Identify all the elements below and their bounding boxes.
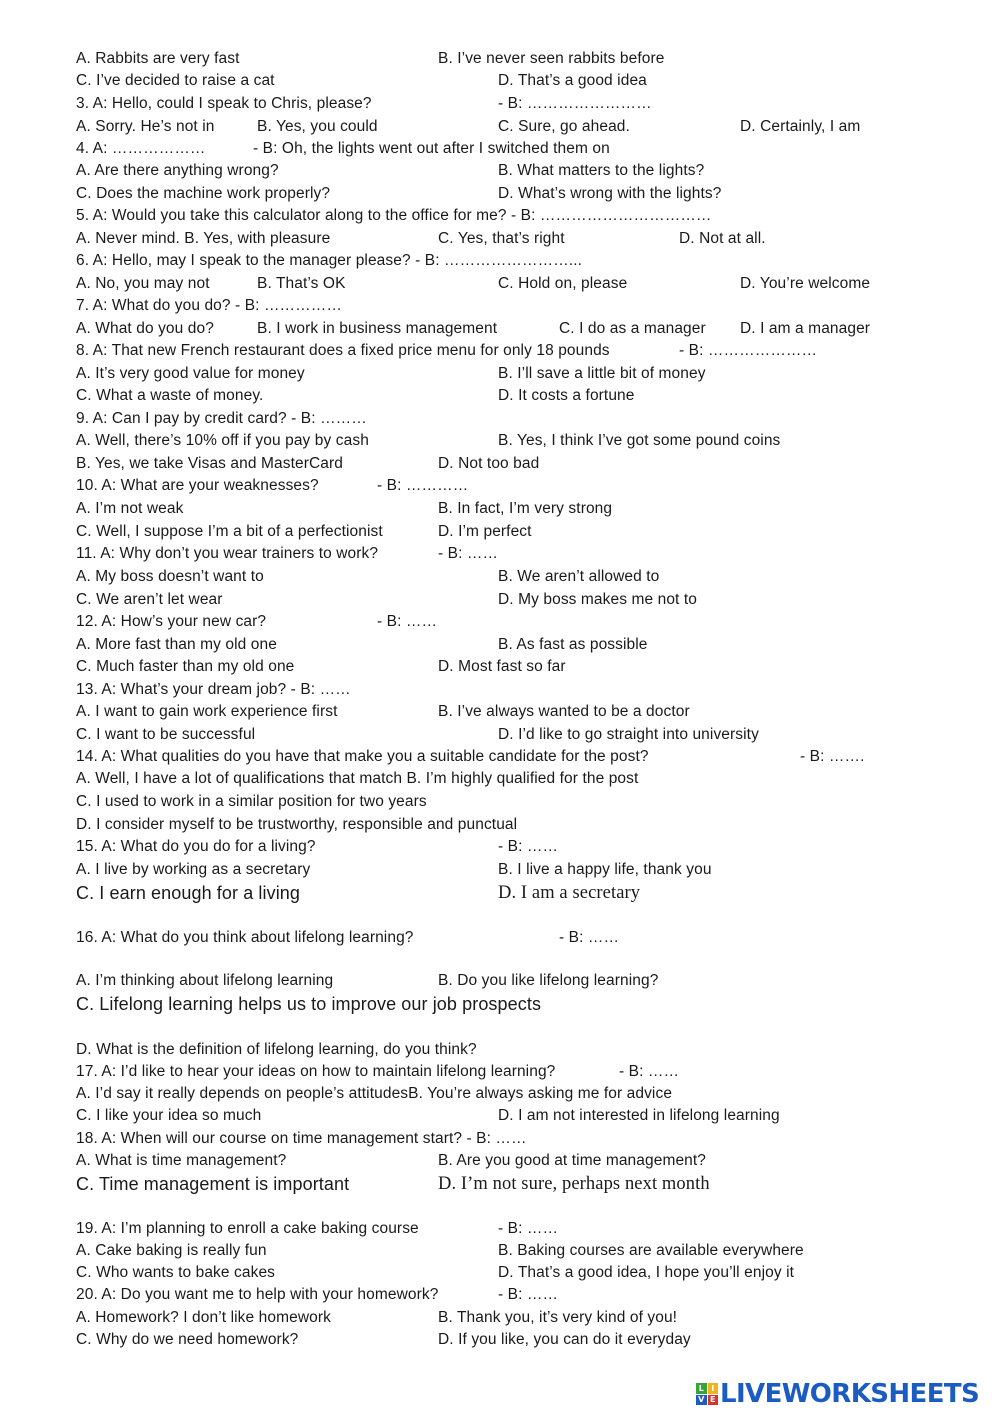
text-line-l54-part-1: C. Why do we need homework? [76,1331,299,1348]
text-line-l40-part-2: B. Do you like lifelong learning? [438,972,659,989]
text-line-l37-part-1: A. I live by working as a secretary [76,861,311,878]
text-line-l25-part-1: C. We aren’t let wear [76,591,223,608]
text-line-l16-part-1: C. What a waste of money. [76,387,264,404]
text-line-l47-part-1: A. What is time management? [76,1152,287,1169]
text-line-l13-part-3: C. I do as a manager [559,320,706,337]
text-line-l26-part-2: - B: …… [377,613,438,630]
text-line-l20-part-1: 10. A: What are your weaknesses? [76,477,319,494]
text-line-l04-part-4: D. Certainly, I am [740,118,861,135]
text-line-l05-part-1: 4. A: ……………… [76,140,206,157]
text-line-l25-part-2: D. My boss makes me not to [498,591,697,608]
text-line-l09-part-2: C. Yes, that’s right [438,230,565,247]
text-line-l10-part-1: 6. A: Hello, may I speak to the manager please? - B: ……………………... [76,252,583,269]
text-line-l13-part-1: A. What do you do? [76,320,214,337]
text-line-l09-part-1: A. Never mind. B. Yes, with pleasure [76,230,331,247]
text-line-l42-part-1: D. What is the definition of lifelong learning, do you think? [76,1041,477,1058]
text-line-l39-part-1: 16. A: What do you think about lifelong learning? [76,929,414,946]
text-line-l12-part-1: 7. A: What do you do? - B: …………… [76,297,342,314]
text-line-l54-part-2: D. If you like, you can do it everyday [438,1331,691,1348]
text-line-l28-part-2: D. Most fast so far [438,658,566,675]
text-line-l23-part-2: - B: …… [438,545,499,562]
text-line-l01-part-1: A. Rabbits are very fast [76,50,240,67]
text-line-l05-part-2: - B: Oh, the lights went out after I switched them on [253,140,610,157]
text-line-l21-part-1: A. I’m not weak [76,500,184,517]
text-line-l14-part-2: - B: ………………… [679,342,818,359]
text-line-l32-part-2: - B: ……. [800,748,865,765]
liveworksheets-logo-text: LIVEWORKSHEETS [720,1379,980,1409]
text-line-l52-part-2: - B: …… [498,1286,559,1303]
text-line-l14-part-1: 8. A: That new French restaurant does a fixed price menu for only 18 pounds [76,342,610,359]
text-line-l38-part-2: D. I am a secretary [498,883,641,903]
text-line-l26-part-1: 12. A: How’s your new car? [76,613,267,630]
liveworksheets-logo [696,1380,979,1408]
text-line-l18-part-2: B. Yes, I think I’ve got some pound coins [498,432,781,449]
text-line-l17-part-1: 9. A: Can I pay by credit card? - B: ……… [76,410,367,427]
text-line-l07-part-2: D. What’s wrong with the lights? [498,185,722,202]
text-line-l04-part-1: A. Sorry. He’s not in [76,118,215,135]
text-line-l09-part-3: D. Not at all. [679,230,766,247]
text-line-l16-part-2: D. It costs a fortune [498,387,635,404]
text-line-l22-part-1: C. Well, I suppose I’m a bit of a perfectionist [76,523,383,540]
text-line-l18-part-1: A. Well, there’s 10% off if you pay by cash [76,432,369,449]
text-line-l21-part-2: B. In fact, I’m very strong [438,500,613,517]
text-line-l01-part-2: B. I’ve never seen rabbits before [438,50,665,67]
text-line-l39-part-2: - B: …… [559,929,620,946]
text-line-l35-part-1: D. I consider myself to be trustworthy, responsible and punctual [76,816,518,833]
text-line-l11-part-1: A. No, you may not [76,275,210,292]
text-line-l46-part-1: 18. A: When will our course on time management start? - B: …… [76,1130,527,1147]
text-line-l51-part-1: C. Who wants to bake cakes [76,1264,276,1281]
text-line-l07-part-1: C. Does the machine work properly? [76,185,331,202]
text-line-l08-part-1: 5. A: Would you take this calculator along to the office for me? - B: …………………………… [76,207,712,224]
text-line-l30-part-1: A. I want to gain work experience first [76,703,338,720]
text-line-l24-part-2: B. We aren’t allowed to [498,568,660,585]
text-line-l24-part-1: A. My boss doesn’t want to [76,568,264,585]
text-line-l27-part-1: A. More fast than my old one [76,636,277,653]
text-line-l13-part-2: B. I work in business management [257,320,498,337]
text-line-l11-part-2: B. That’s OK [257,275,346,292]
text-line-l19-part-1: B. Yes, we take Visas and MasterCard [76,455,343,472]
text-line-l52-part-1: 20. A: Do you want me to help with your homework? [76,1286,439,1303]
text-line-l19-part-2: D. Not too bad [438,455,540,472]
text-line-l31-part-2: D. I’d like to go straight into university [498,726,759,743]
text-line-l11-part-3: C. Hold on, please [498,275,628,292]
text-line-l48-part-2: D. I’m not sure, perhaps next month [438,1174,710,1194]
text-line-l49-part-2: - B: …… [498,1220,559,1237]
text-line-l50-part-1: A. Cake baking is really fun [76,1242,267,1259]
text-line-l44-part-1: A. I’d say it really depends on people’s attitudesB. You’re always asking me for advice [76,1085,673,1102]
text-line-l40-part-1: A. I’m thinking about lifelong learning [76,972,334,989]
text-line-l22-part-2: D. I’m perfect [438,523,532,540]
text-line-l49-part-1: 19. A: I’m planning to enroll a cake baking course [76,1220,419,1237]
text-line-l23-part-1: 11. A: Why don’t you wear trainers to work? [76,545,379,562]
text-line-l15-part-1: A. It’s very good value for money [76,365,305,382]
text-line-l50-part-2: B. Baking courses are available everywhere [498,1242,804,1259]
text-line-l02-part-1: C. I’ve decided to raise a cat [76,72,275,89]
text-line-l20-part-2: - B: ………… [377,477,469,494]
text-line-l31-part-1: C. I want to be successful [76,726,256,743]
text-line-l37-part-2: B. I live a happy life, thank you [498,861,712,878]
text-line-l06-part-2: B. What matters to the lights? [498,162,705,179]
text-line-l27-part-2: B. As fast as possible [498,636,648,653]
text-line-l53-part-2: B. Thank you, it’s very kind of you! [438,1309,678,1326]
text-line-l36-part-2: - B: …… [498,838,559,855]
text-line-l15-part-2: B. I’ll save a little bit of money [498,365,706,382]
text-line-l36-part-1: 15. A: What do you do for a living? [76,838,316,855]
text-line-l06-part-1: A. Are there anything wrong? [76,162,279,179]
text-line-l29-part-1: 13. A: What’s your dream job? - B: …… [76,681,351,698]
text-line-l43-part-2: - B: …… [619,1063,680,1080]
text-line-l38-part-1: C. I earn enough for a living [76,883,301,903]
text-line-l43-part-1: 17. A: I’d like to hear your ideas on how to maintain lifelong learning? [76,1063,556,1080]
text-line-l04-part-3: C. Sure, go ahead. [498,118,630,135]
text-line-l53-part-1: A. Homework? I don’t like homework [76,1309,331,1326]
liveworksheets-logo-icon: L I V E [696,1383,718,1405]
text-line-l28-part-1: C. Much faster than my old one [76,658,295,675]
text-line-l32-part-1: 14. A: What qualities do you have that make you a suitable candidate for the post? [76,748,649,765]
text-line-l02-part-2: D. That’s a good idea [498,72,647,89]
text-line-l04-part-2: B. Yes, you could [257,118,378,135]
text-line-l41-part-1: C. Lifelong learning helps us to improve our job prospects [76,994,542,1014]
text-line-l45-part-1: C. I like your idea so much [76,1107,262,1124]
text-line-l11-part-4: D. You’re welcome [740,275,871,292]
text-line-l03-part-1: 3. A: Hello, could I speak to Chris, please? [76,95,372,112]
text-line-l47-part-2: B. Are you good at time management? [438,1152,707,1169]
text-line-l13-part-4: D. I am a manager [740,320,871,337]
text-line-l48-part-1: C. Time management is important [76,1174,350,1194]
text-line-l03-part-2: - B: …………………… [498,95,652,112]
text-line-l33-part-1: A. Well, I have a lot of qualifications that match B. I’m highly qualified for the post [76,770,639,787]
text-line-l30-part-2: B. I’ve always wanted to be a doctor [438,703,690,720]
text-line-l45-part-2: D. I am not interested in lifelong learning [498,1107,780,1124]
text-line-l34-part-1: C. I used to work in a similar position for two years [76,793,427,810]
text-line-l51-part-2: D. That’s a good idea, I hope you’ll enjoy it [498,1264,795,1281]
